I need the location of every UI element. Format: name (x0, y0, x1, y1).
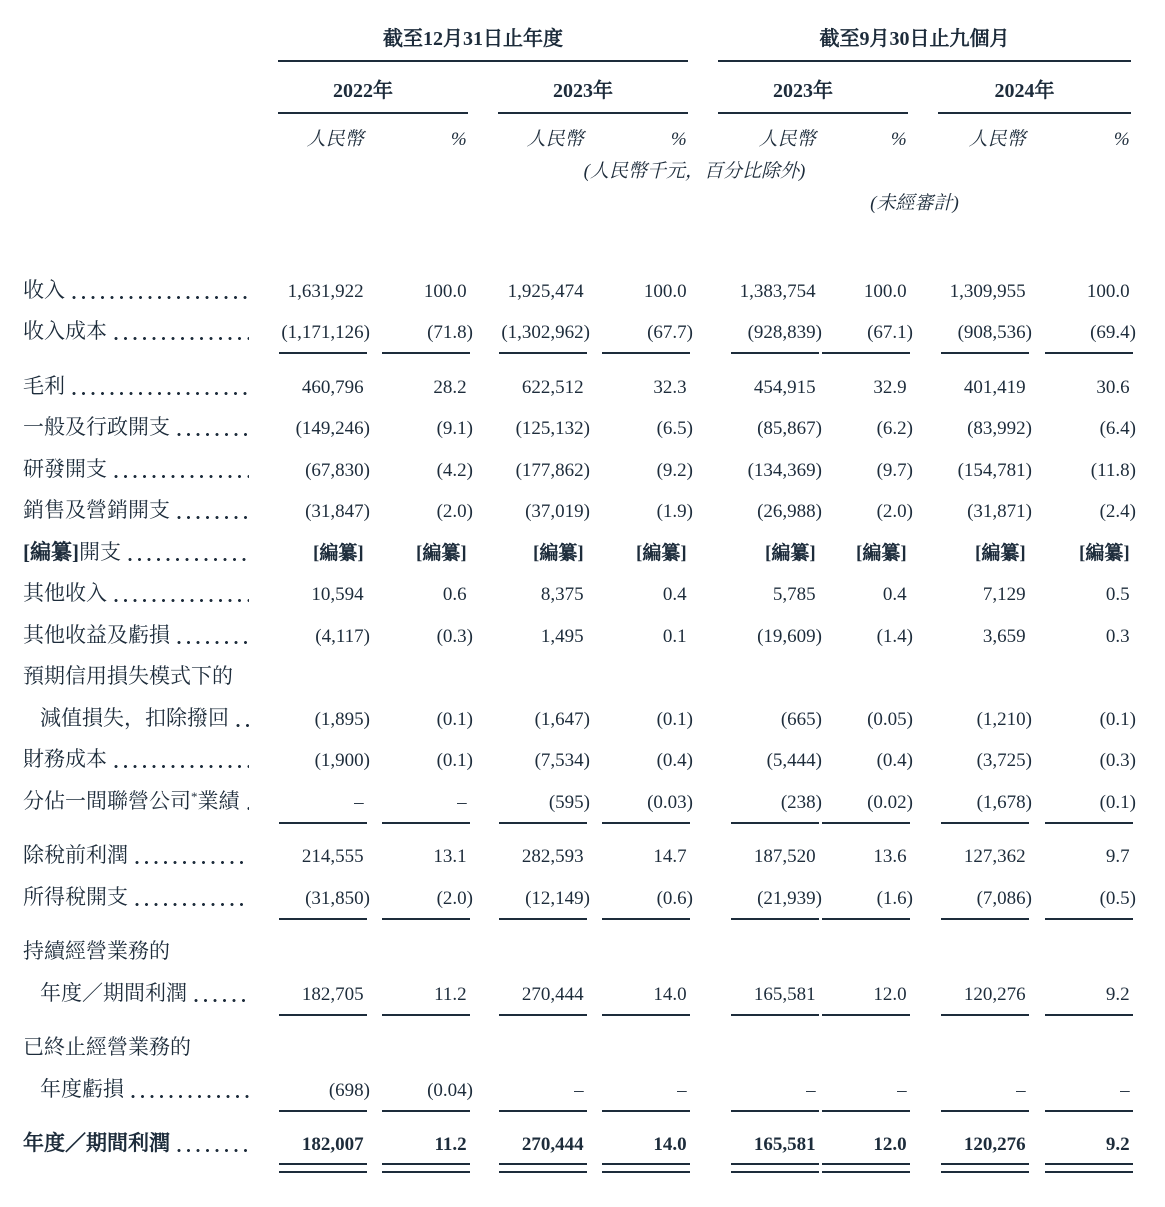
value-cell: (0.04) (370, 1079, 473, 1102)
value-cell: [編纂] (765, 542, 816, 564)
value-cell: (9.2) (656, 459, 693, 481)
value-cell: (2.0) (370, 887, 473, 910)
value-cell: 28.2 (433, 376, 467, 398)
value-cell: (7,534) (534, 750, 590, 771)
double-rule (279, 1163, 367, 1173)
row-label: 財務成本 (23, 747, 253, 772)
value-cell: (125,132) (515, 418, 590, 439)
period-group-nine-months (693, 26, 1136, 62)
row-label: 除稅前利潤 (23, 843, 253, 868)
value-cell: (0.05) (867, 708, 913, 730)
column-header-currency: 人民幣 (968, 129, 1026, 150)
value-cell: (1,895) (314, 708, 370, 730)
value-cell: (1,171,126) (253, 321, 370, 344)
column-header-currency: 人民幣 (526, 129, 584, 150)
value-cell: (1.6) (822, 887, 913, 910)
value-cell: 120,276 (913, 1133, 1032, 1156)
value-cell: 460,796 (301, 376, 364, 398)
value-cell: (0.1) (436, 708, 473, 730)
single-rule (499, 352, 587, 354)
row-label: 年度／期間利潤 (23, 981, 253, 1006)
year-2024 (913, 78, 1136, 114)
single-rule (731, 822, 819, 824)
single-rule (382, 918, 470, 920)
value-cell: 182,007 (253, 1133, 370, 1156)
table-row (23, 689, 1136, 731)
single-rule (602, 1110, 690, 1112)
dot-leader (177, 640, 249, 645)
value-cell: – (1032, 1079, 1136, 1102)
single-rule (822, 352, 910, 354)
value-cell: 187,520 (753, 846, 816, 867)
dot-leader (128, 557, 249, 562)
header-rule (278, 112, 468, 114)
value-cell: 182,705 (253, 983, 370, 1006)
value-cell: 165,581 (693, 983, 822, 1006)
value-cell: (0.3) (1099, 750, 1136, 771)
single-rule (382, 822, 470, 824)
value-cell: 32.3 (653, 376, 687, 398)
value-cell: (0.03) (590, 791, 693, 814)
value-cell: (2.4) (1099, 501, 1136, 522)
row-label: 收入成本 (23, 319, 253, 344)
header-rule (498, 112, 688, 114)
year-2023 (473, 78, 693, 114)
value-cell: [編纂] (313, 542, 364, 564)
value-cell: (11.8) (1090, 459, 1136, 481)
row-label: 銷售及營銷開支 (23, 498, 253, 523)
row-label: 其他收入 (23, 581, 253, 606)
value-cell: (6.4) (1099, 418, 1136, 439)
value-cell: 5,785 (772, 584, 816, 605)
value-cell: (4,117) (315, 625, 370, 647)
value-cell: [編纂] (1079, 542, 1130, 564)
period-group-nine-months-title: 截至9月30日止九個月 (819, 28, 1010, 50)
value-cell: (1,210) (976, 708, 1032, 730)
value-cell: 100.0 (643, 280, 687, 302)
single-rule (731, 918, 819, 920)
row-label: 毛利 (23, 374, 253, 399)
value-cell: 9.2 (1032, 983, 1136, 1006)
header-rule (718, 112, 908, 114)
value-cell: 14.0 (590, 983, 693, 1006)
unaudited-note-row (23, 192, 1136, 215)
units-note-row (23, 160, 1136, 183)
value-cell: (0.6) (590, 887, 693, 910)
value-cell: 127,362 (963, 846, 1026, 867)
value-cell: (177,862) (515, 459, 590, 481)
value-cell: (2.0) (436, 501, 473, 522)
value-cell: 11.2 (370, 1133, 473, 1156)
value-cell: 14.0 (590, 1133, 693, 1156)
value-cell: 1,925,474 (507, 280, 584, 302)
value-cell: [編纂] (975, 542, 1026, 564)
table-row (23, 523, 1136, 565)
value-cell: 401,419 (963, 376, 1026, 398)
value-cell: (83,992) (967, 418, 1032, 439)
column-header-percent: % (890, 129, 907, 150)
value-cell: (134,369) (747, 459, 822, 481)
period-group-annual-title: 截至12月31日止年度 (383, 28, 563, 50)
value-cell: (154,781) (957, 459, 1032, 481)
value-cell: 13.6 (873, 846, 907, 867)
dot-leader (236, 723, 249, 728)
dot-leader (72, 391, 249, 396)
value-cell: (67,830) (305, 459, 370, 481)
value-cell: 7,129 (982, 584, 1026, 605)
table-row (23, 923, 1136, 965)
single-rule (499, 918, 587, 920)
value-cell: (67.7) (590, 321, 693, 344)
double-rule (382, 1163, 470, 1173)
value-cell: 0.6 (442, 584, 467, 605)
column-header-row (23, 128, 1136, 151)
value-cell: 270,444 (473, 983, 590, 1006)
table-row (23, 731, 1136, 773)
value-cell: 270,444 (473, 1133, 590, 1156)
year-2023-nine-months-label: 2023年 (773, 80, 833, 102)
single-rule (602, 918, 690, 920)
value-cell: 100.0 (1086, 280, 1130, 302)
value-cell: (149,246) (295, 418, 370, 439)
value-cell: 282,593 (521, 846, 584, 867)
value-cell: 120,276 (913, 983, 1032, 1006)
value-cell: (5,444) (766, 750, 822, 771)
column-header-percent: % (450, 129, 467, 150)
value-cell: (0.5) (1032, 887, 1136, 910)
value-cell: 10,594 (311, 584, 364, 605)
dot-leader (72, 295, 249, 300)
dot-leader (114, 598, 249, 603)
unaudited-note: (未經審計) (870, 193, 959, 214)
value-cell: [編纂] (416, 542, 467, 564)
dot-leader (135, 902, 249, 907)
value-cell: (0.1) (1099, 708, 1136, 730)
value-cell: – (370, 791, 473, 814)
single-rule (941, 1110, 1029, 1112)
dot-leader (114, 474, 249, 479)
dot-leader (247, 806, 250, 811)
single-rule (602, 822, 690, 824)
value-cell: (928,839) (693, 321, 822, 344)
table-row (23, 1060, 1136, 1102)
double-rule (822, 1163, 910, 1173)
value-cell: 0.5 (1105, 584, 1130, 605)
table-row (23, 303, 1136, 345)
table-row (23, 399, 1136, 441)
row-label: 分佔一間聯營公司*業績 (23, 789, 253, 814)
value-cell: (6.2) (876, 418, 913, 439)
single-rule (731, 1110, 819, 1112)
column-header-percent: % (1113, 129, 1130, 150)
value-cell: 8,375 (540, 584, 584, 605)
value-cell: 14.7 (653, 846, 687, 867)
table-row (23, 357, 1136, 399)
value-cell: 0.1 (662, 625, 687, 647)
value-cell: (19,609) (757, 625, 822, 647)
table-row (23, 1019, 1136, 1061)
single-rule (499, 822, 587, 824)
units-note: (人民幣千元，百分比除外) (583, 161, 806, 182)
value-cell: 1,631,922 (287, 280, 364, 302)
row-label: 已終止經營業務的 (23, 1035, 191, 1059)
table-row (23, 648, 1136, 690)
table-row (23, 827, 1136, 869)
value-cell: (1,900) (314, 750, 370, 771)
dot-leader (114, 336, 249, 341)
single-rule (731, 1014, 819, 1016)
value-cell: 32.9 (873, 376, 907, 398)
double-rule (941, 1163, 1029, 1173)
dot-leader (194, 998, 249, 1003)
value-cell: [編纂] (533, 542, 584, 564)
year-2022-label: 2022年 (333, 80, 393, 102)
value-cell: (12,149) (473, 887, 590, 910)
single-rule (499, 1014, 587, 1016)
row-label: 減值損失，扣除撥回 (23, 706, 253, 731)
value-cell: (85,867) (757, 418, 822, 439)
value-cell: (9.1) (436, 418, 473, 439)
column-header-currency: 人民幣 (306, 129, 364, 150)
value-cell: 0.4 (662, 584, 687, 605)
year-2023-nine-months (693, 78, 913, 114)
value-cell: 12.0 (822, 1133, 913, 1156)
single-rule (941, 918, 1029, 920)
value-cell: 13.1 (433, 846, 467, 867)
value-cell: (69.4) (1032, 321, 1136, 344)
single-rule (941, 1014, 1029, 1016)
table-row (23, 482, 1136, 524)
value-cell: (908,536) (913, 321, 1032, 344)
value-cell: (0.4) (876, 750, 913, 771)
value-cell: (31,850) (253, 887, 370, 910)
row-label: 預期信用損失模式下的 (23, 664, 233, 688)
single-rule (279, 1110, 367, 1112)
single-rule (822, 822, 910, 824)
value-cell: (0.02) (822, 791, 913, 814)
row-label: 收入 (23, 278, 253, 303)
dot-leader (177, 432, 249, 437)
single-rule (822, 1014, 910, 1016)
single-rule (279, 1014, 367, 1016)
value-cell: – (253, 791, 370, 814)
value-cell: – (822, 1079, 913, 1102)
table-row (23, 565, 1136, 607)
row-label: 年度／期間利潤 (23, 1131, 253, 1156)
value-cell: (0.1) (656, 708, 693, 730)
table-row (23, 772, 1136, 814)
table-body (23, 261, 1136, 1156)
double-rule (602, 1163, 690, 1173)
single-rule (382, 352, 470, 354)
value-cell: (6.5) (656, 418, 693, 439)
single-rule (1045, 1110, 1133, 1112)
column-header-currency: 人民幣 (758, 129, 816, 150)
table-row (23, 964, 1136, 1006)
value-cell: 9.7 (1105, 846, 1130, 867)
value-cell: (67.1) (822, 321, 913, 344)
value-cell: (26,988) (757, 501, 822, 522)
column-header-percent: % (670, 129, 687, 150)
row-label: 研發開支 (23, 457, 253, 482)
value-cell: (3,725) (976, 750, 1032, 771)
row-label: 一般及行政開支 (23, 415, 253, 440)
value-cell: 165,581 (693, 1133, 822, 1156)
row-label: 其他收益及虧損 (23, 623, 253, 648)
row-label: [編纂]開支 (23, 540, 253, 565)
value-cell: [編纂] (636, 542, 687, 564)
dot-leader (177, 1148, 249, 1153)
value-cell: (37,019) (525, 501, 590, 522)
value-cell: 622,512 (521, 376, 584, 398)
header-rule (938, 112, 1131, 114)
value-cell: – (590, 1079, 693, 1102)
row-label: 年度虧損 (23, 1077, 253, 1102)
value-cell: – (693, 1079, 822, 1102)
year-header (23, 78, 1136, 114)
double-rule (731, 1163, 819, 1173)
single-rule (382, 1014, 470, 1016)
dot-leader (135, 860, 249, 865)
value-cell: 100.0 (863, 280, 907, 302)
header-rule (278, 60, 688, 62)
double-rule (1045, 1163, 1133, 1173)
period-group-header (23, 26, 1136, 62)
value-cell: 100.0 (423, 280, 467, 302)
value-cell: 9.2 (1032, 1133, 1136, 1156)
period-group-annual (253, 26, 693, 62)
value-cell: 454,915 (753, 376, 816, 398)
row-label: 所得稅開支 (23, 885, 253, 910)
value-cell: (1,647) (534, 708, 590, 730)
value-cell: (31,871) (967, 501, 1032, 522)
dot-leader (131, 1094, 249, 1099)
single-rule (941, 822, 1029, 824)
value-cell: (0.1) (436, 750, 473, 771)
value-cell: – (473, 1079, 590, 1102)
value-cell: 30.6 (1096, 376, 1130, 398)
dot-leader (177, 515, 249, 520)
value-cell: (1.9) (656, 501, 693, 522)
value-cell: (1,302,962) (473, 321, 590, 344)
value-cell: 0.3 (1105, 625, 1130, 647)
row-label: 持續經營業務的 (23, 939, 170, 963)
value-cell: – (913, 1079, 1032, 1102)
value-cell: (21,939) (693, 887, 822, 910)
value-cell: [編纂] (856, 542, 907, 564)
single-rule (941, 352, 1029, 354)
table-row (23, 1115, 1136, 1157)
single-rule (1045, 352, 1133, 354)
value-cell: (31,847) (305, 501, 370, 522)
single-rule (731, 352, 819, 354)
value-cell: 1,383,754 (739, 280, 816, 302)
year-2023-label: 2023年 (553, 80, 613, 102)
value-cell: 1,309,955 (949, 280, 1026, 302)
value-cell: (9.7) (876, 459, 913, 481)
value-cell: (4.2) (436, 459, 473, 481)
value-cell: 1,495 (540, 625, 584, 647)
table-row (23, 868, 1136, 910)
value-cell: (238) (693, 791, 822, 814)
double-rule (499, 1163, 587, 1173)
value-cell: (595) (473, 791, 590, 814)
single-rule (1045, 822, 1133, 824)
year-2024-label: 2024年 (994, 80, 1055, 102)
table-row (23, 440, 1136, 482)
single-rule (279, 352, 367, 354)
single-rule (1045, 1014, 1133, 1016)
value-cell: 11.2 (370, 983, 473, 1006)
value-cell: (0.1) (1032, 791, 1136, 814)
value-cell: (0.4) (656, 750, 693, 771)
table-row (23, 606, 1136, 648)
value-cell: (665) (780, 708, 822, 730)
table-row (23, 261, 1136, 303)
single-rule (279, 822, 367, 824)
single-rule (1045, 918, 1133, 920)
dot-leader (114, 764, 249, 769)
header-rule (718, 60, 1131, 62)
single-rule (279, 918, 367, 920)
single-rule (602, 352, 690, 354)
single-rule (499, 1110, 587, 1112)
value-cell: (698) (253, 1079, 370, 1102)
single-rule (602, 1014, 690, 1016)
year-2022 (253, 78, 473, 114)
value-cell: 12.0 (822, 983, 913, 1006)
value-cell: (1.4) (876, 625, 913, 647)
value-cell: (7,086) (913, 887, 1032, 910)
value-cell: 214,555 (301, 846, 364, 867)
value-cell: (1,678) (913, 791, 1032, 814)
single-rule (822, 918, 910, 920)
single-rule (822, 1110, 910, 1112)
value-cell: 0.4 (882, 584, 907, 605)
value-cell: (71.8) (370, 321, 473, 344)
value-cell: (0.3) (436, 625, 473, 647)
value-cell: 3,659 (982, 625, 1026, 647)
single-rule (382, 1110, 470, 1112)
value-cell: (2.0) (876, 501, 913, 522)
